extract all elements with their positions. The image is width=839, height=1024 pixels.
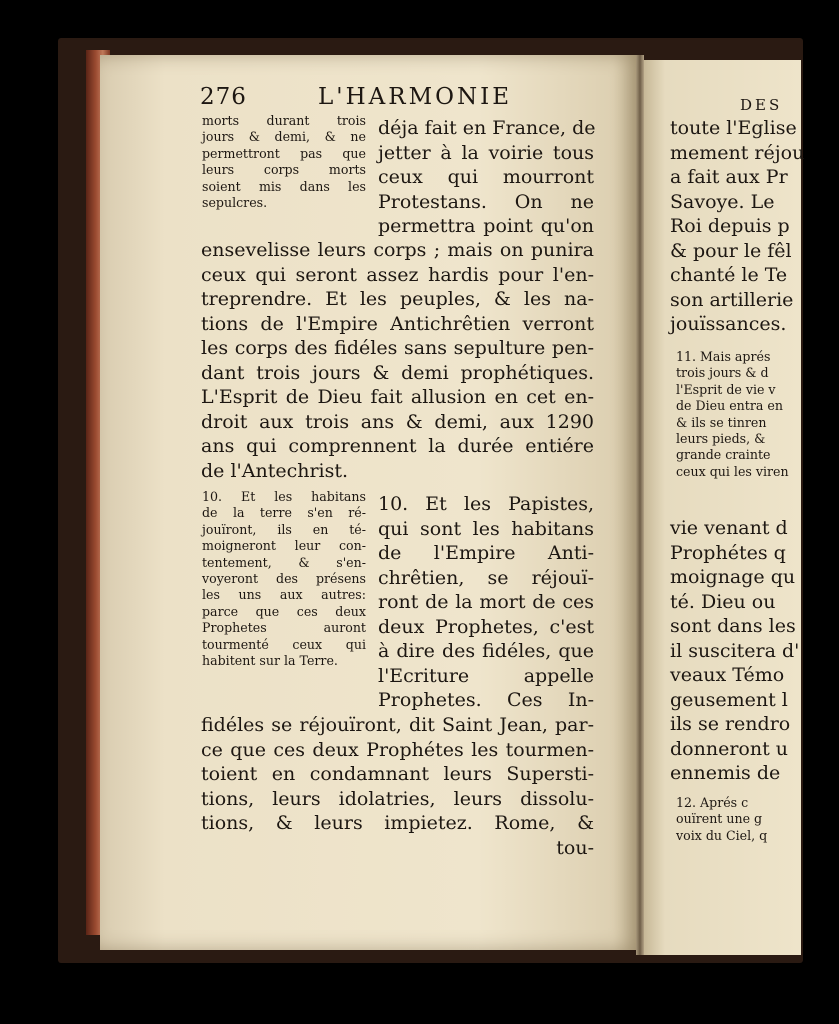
note-line: & ils se tinren [676,414,767,430]
body-line: toute l'Eglise [670,117,797,139]
note-line: jours & demi, & ne [202,129,366,145]
body-line: ils se rendro [670,713,791,735]
body-line: ceux qui seront assez hardis pour l'en- [201,263,594,286]
body-line: jouïssances. [670,313,787,335]
book-gutter [636,55,644,955]
note-line: sepulcres. [202,195,268,211]
note-line: ouïrent une g [676,811,763,827]
body-line: chanté le Te [670,264,788,286]
note-line: ceux qui les viren [676,463,789,479]
note-line: tentement, & s'en- [202,554,366,570]
note-line: les uns aux autres: [202,587,366,603]
body-line: permettra point qu'on [378,215,594,237]
note-line: parce que ces deux [202,603,366,619]
note-line: de Dieu entra en [676,398,783,414]
body-line: à dire des fidéles, que [378,640,594,662]
margin-note-top [202,113,366,211]
body-line: il suscitera d' [670,639,800,662]
right-margin-note-11 [676,349,789,480]
note-line: de la terre s'en ré- [202,505,366,521]
note-line: leurs pieds, & [676,431,766,447]
body-line: & pour le fêl [670,239,792,262]
right-body-2 [670,516,799,786]
note-line: 10. Et les habitans [202,489,366,504]
body-line: donneront u [670,737,788,760]
margin-note-verse-10 [202,489,366,669]
body-line: toient en condamnant leurs Supersti- [201,763,594,785]
note-line: voix du Ciel, q [676,827,768,843]
body-line: ennemis de [670,762,781,784]
body-line: tions, leurs idolatries, leurs dissolu- [201,787,594,810]
note-line: Prophetes auront [202,620,366,636]
note-line: habitent sur la Terre. [202,653,338,669]
body-line: droit aux trois ans & demi, aux 1290 [201,410,594,433]
body-line: de l'Antechrist. [201,459,349,482]
right-running-title: DES [740,96,783,114]
body-line: veaux Témo [670,664,785,686]
body-line: treprendre. Et les peuples, & les na- [201,288,594,310]
body-paragraph-1 [201,238,594,483]
catchword: tou- [556,836,594,859]
body-line: son artillerie [670,288,794,311]
page-number: 276 [200,84,247,110]
note-line: morts durant trois [202,113,366,128]
note-line: voyeront des présens [202,571,366,587]
running-title: L'HARMONIE [318,84,512,110]
note-line: l'Esprit de vie v [676,381,776,397]
note-line: 12. Aprés c [676,795,749,810]
body-line: mement réjou [670,141,805,164]
body-line: moignage qu [670,566,796,588]
note-line: trois jours & d [676,365,769,381]
note-line: soient mis dans les [202,178,366,194]
note-line: leurs corps morts [202,162,366,178]
body-line: a fait aux Pr [670,166,788,188]
body-line: dant trois jours & demi prophétiques. [201,361,594,384]
body-line: Prophetes. Ces In- [378,689,594,711]
body-line: ceux qui mourront [378,166,594,188]
body-line: chrêtien, se réjouï- [378,566,594,589]
body-line: Savoye. Le [670,190,775,213]
body-line: qui sont les habitans [378,517,594,540]
body-line: l'Ecriture appelle [378,664,594,687]
body-line: ans qui comprennent la durée entiére [201,435,594,457]
note-line: jouïront, ils en té- [202,521,366,537]
note-line: grande crainte [676,447,771,463]
right-margin-note-12 [676,795,767,844]
body-line: jetter à la voirie tous [378,141,594,164]
body-line: fidéles se réjouïront, dit Saint Jean, par- [201,714,594,736]
body-line: geusement l [670,688,788,711]
body-line: té. Dieu ou [670,590,776,613]
note-line: moigneront leur con- [202,538,366,554]
body-line: Protestans. On ne [378,190,594,213]
note-line: 11. Mais aprés [676,349,771,364]
body-line: Roi depuis p [670,215,790,237]
body-line: sont dans les [670,615,796,637]
body-line: L'Esprit de Dieu fait allusion en cet en- [201,386,594,408]
body-line: 10. Et les Papistes, [378,493,594,515]
note-line: permettront pas que [202,145,366,161]
right-body-1 [670,116,804,337]
body-line: Prophétes q [670,541,786,564]
body-line: de l'Empire Anti- [378,542,594,564]
body-line: deux Prophetes, c'est [378,615,594,638]
body-line: déja fait en France, de [378,117,596,139]
body-line: ront de la mort de ces [378,591,594,613]
body-paragraph-2 [201,713,594,860]
body-column-2 [378,492,594,713]
body-line: vie venant d [670,517,788,539]
body-line: tions, & leurs impietez. Rome, & [201,812,594,834]
body-column-1 [378,116,594,239]
body-line: les corps des fidéles sans sepulture pen- [201,337,594,359]
body-line: ensevelisse leurs corps ; mais on punira [201,239,594,261]
body-line: tions de l'Empire Antichrêtien verront [201,312,594,335]
body-line: ce que ces deux Prophétes les tourmen- [201,738,594,761]
note-line: tourmenté ceux qui [202,636,366,652]
